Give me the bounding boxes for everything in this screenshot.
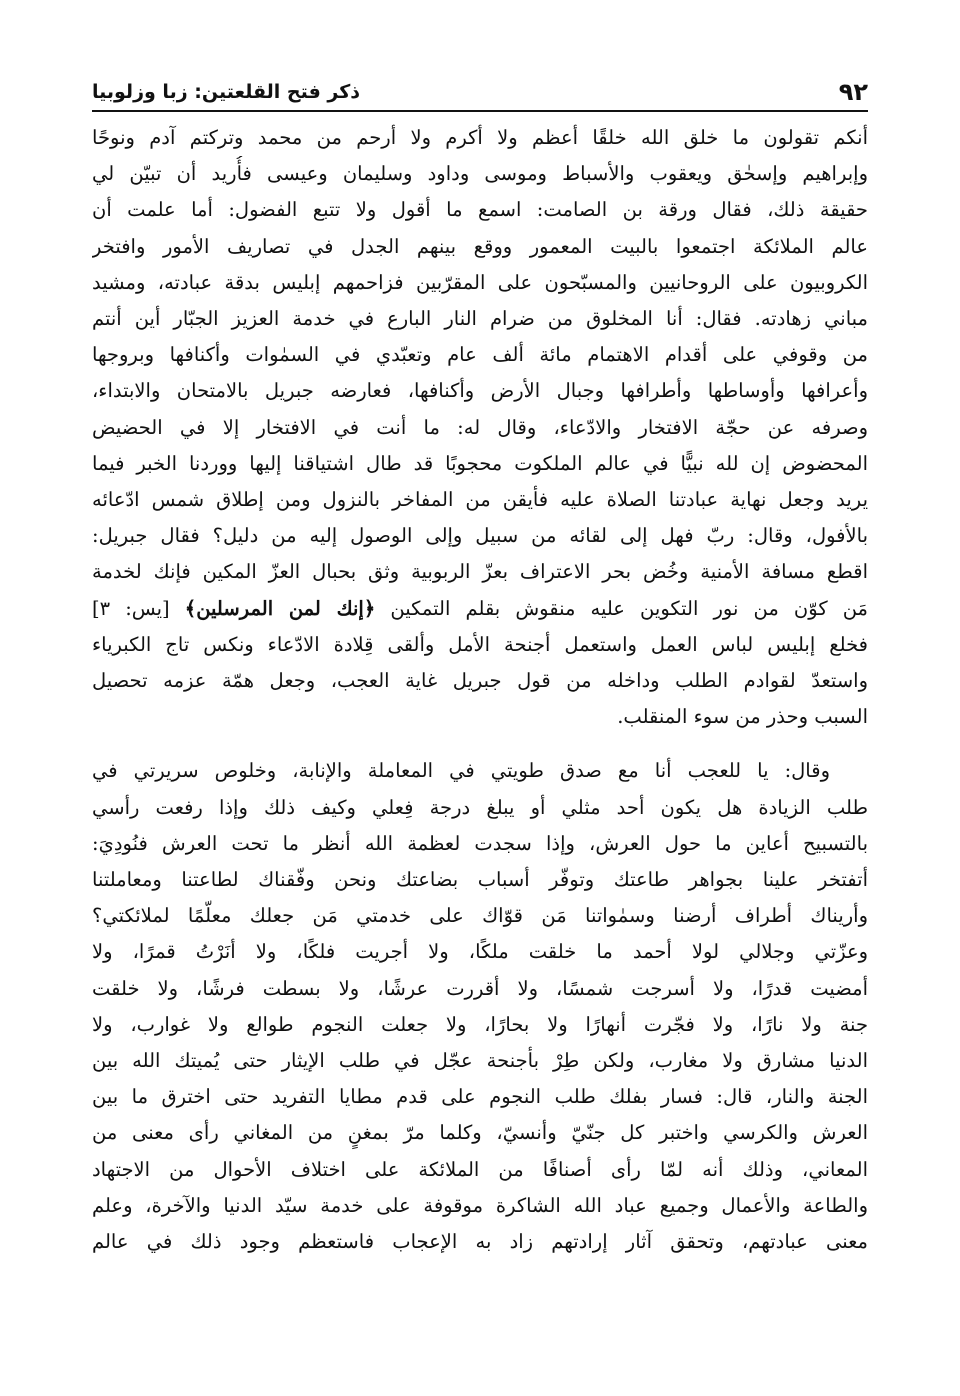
text-line: والطاعة والأعمال وجميع عباد الله الشاكرة موقوفة على خدمة سيّد الدنيا والآخرة، وعلم [92,1193,868,1217]
text-line: السبب وحذر من سوء المنقلب. [617,705,868,729]
text-line: مباني زهادته. فقال: أنا المخلوق من ضرام النار البارع في خدمة العزيز الجبّار أين أنتم [92,307,868,331]
text-line: وقال: يا للعجب أنا مع صدق طويتي في المعاملة والإنابة، وخلوص سريرتي في [92,759,830,783]
text-segment: مَن كوّن من نور التكوين عليه منقوش بقلم التمكين [390,596,868,620]
text-line: عالم الملائكة اجتمعوا بالبيت المعمور ووقع بينهم الجدل في تصاريف الأمور وافتخر [92,234,868,258]
text-line: العرش والكرسي واختبر كل جنّيّ وأنسيّ، وكلما مرّ بمغنٍ من المغاني رأى معنى من [92,1121,868,1145]
text-line: وأعرافها وأوساطها وأطرافها وجبال الأرض وأكنافها، فعارضه جبريل بالامتحان والابتداء، [92,379,868,403]
text-line: فخلع إبليس لباس العمل واستعمل أجنحة الأمل وألقى قِلادة الادّعاء ونكس تاج الكبرياء [92,632,868,656]
text-line: أتفتخر علينا بجواهر طاعتك وتوفّر أسباب بضاعتك ونحن وفّقناك لطاعتنا ومعاملتنا [92,868,868,892]
text-line: الجنة والنار، قال: فسار بفلك طلب النجوم على قدم مطايا التفريد حتى اخترق ما بين [92,1085,868,1109]
text-line: جنة ولا نارًا، ولا فجّرت أنهارًا ولا بحارًا، ولا جعلت النجوم طوالع ولا غوارب، ولا [92,1012,868,1036]
text-line: أمضيت قدرًا، ولا أسرجت شمسًا، ولا أقررت عرشًا، ولا بسطت فرشًا، ولا خلقت [92,976,868,1000]
text-line: حقيقة ذلك، فقال ورقة بن الصامت: اسمع ما أقول ولا تتبع الفضول: أما علمت أن [92,198,868,222]
paragraph-1 [92,120,868,735]
text-line: الكروبيون على الروحانيين والمسبّحون على المقرّبين فزاحمهم إبليس بدقة عبادته، ومشيد [92,270,868,294]
text-line: المعاني، وذلك أنه لمّا رأى أصنافًا من الملائكة على اختلاف الأحوال من الاجتهاد [92,1157,868,1181]
text-line: وأريناك أطراف أرضنا وسمٰواتنا مَن قوّاك على خدمتي مَن جعلك معلّمًا لملائكتي؟ [92,904,868,928]
text-line: وعزّتي وجلالي لولا أحمد ما خلقت ملكًا، ولا أجريت فلكًا، ولا أنَرْتُ قمرًا، ولا [92,940,868,964]
text-line: معنى عبادتهم، وتحقق آثار إرادتهم زاد به الإعجاب فاستعظم وجود ذلك في عالم [92,1230,868,1254]
text-line: بالتسبيح أعاين ما حول العرش، وإذا سجدت لعظمة الله أنظر ما تحت العرش فنُودِيَ: [92,831,868,855]
running-title: ذكر فتح القلعتين: زبا وزلوبيا [92,81,361,103]
text-line: اقطع مسافة الأمنية وخُض بحر الاعتراف بعزّ الربوبية وثق بحبال العزّ المكين فإنك لخدمة [92,560,868,584]
text-line: المحضوض إن لله نبيًّا في عالم الملكوت محجوبًا قد طال اشتياقنا إليها ووردنا الخبر فيما [92,451,868,475]
text-line: بالأفول، وقال: ربّ فهل إلى لقائه من سبيل وإلى الوصول إليه من دليل؟ فقال جبريل: [92,524,868,548]
text-line: الدنيا مشارق ولا مغارب، ولكن طِرْ بأجنحة عجّل في طلب الإيثار حتى يُميتك الله بين [92,1049,868,1073]
body-text [92,120,868,1366]
page-number: ٩٢ [838,78,868,106]
paragraph-2 [92,753,868,1260]
paragraph-gap [92,735,868,753]
text-line: من وقوفي على أقدام الاهتمام مائة ألف عام وتعبّدي في السمٰوات وأكنافها وبروجها [92,343,868,367]
quran-verse: ﴿إنك لمن المرسلين﴾ [184,596,376,620]
text-line: يريد وجعل نهاية عبادتنا الصلاة عليه فأيقن من المفاخر بالنزول ومن إطلاق شمس ادّعائه [92,488,868,512]
page-header [92,68,868,112]
text-line: وإبراهيم وإسحٰق ويعقوب والأسباط وموسى وداود وسليمان وعيسى فأُريد أن تبيّن لي [92,162,868,186]
text-line-with-verse [92,591,868,627]
text-line: واستعدّ لقوادم الطلب وداخله من قول جبريل غاية العجب، وجعل همّة عزمه تحصيل [92,669,868,693]
text-line: وصرفه عن حجّة الافتخار والادّعاء، وقال له: ما أنت في الافتخار إلا في الحضيض [92,415,868,439]
text-line: أنكم تقولون ما خلق الله خلقًا أعظم ولا أكرم ولا أرحم من محمد وتركتم آدم ونوحًا [92,126,868,149]
text-line: طلب الزيادة هل يكون أحد مثلي أو يبلغ درجة فِعلي وكيف ذلك وإذا رفعت رأسي [92,795,868,819]
verse-reference: [يس: ٣] [92,596,170,620]
